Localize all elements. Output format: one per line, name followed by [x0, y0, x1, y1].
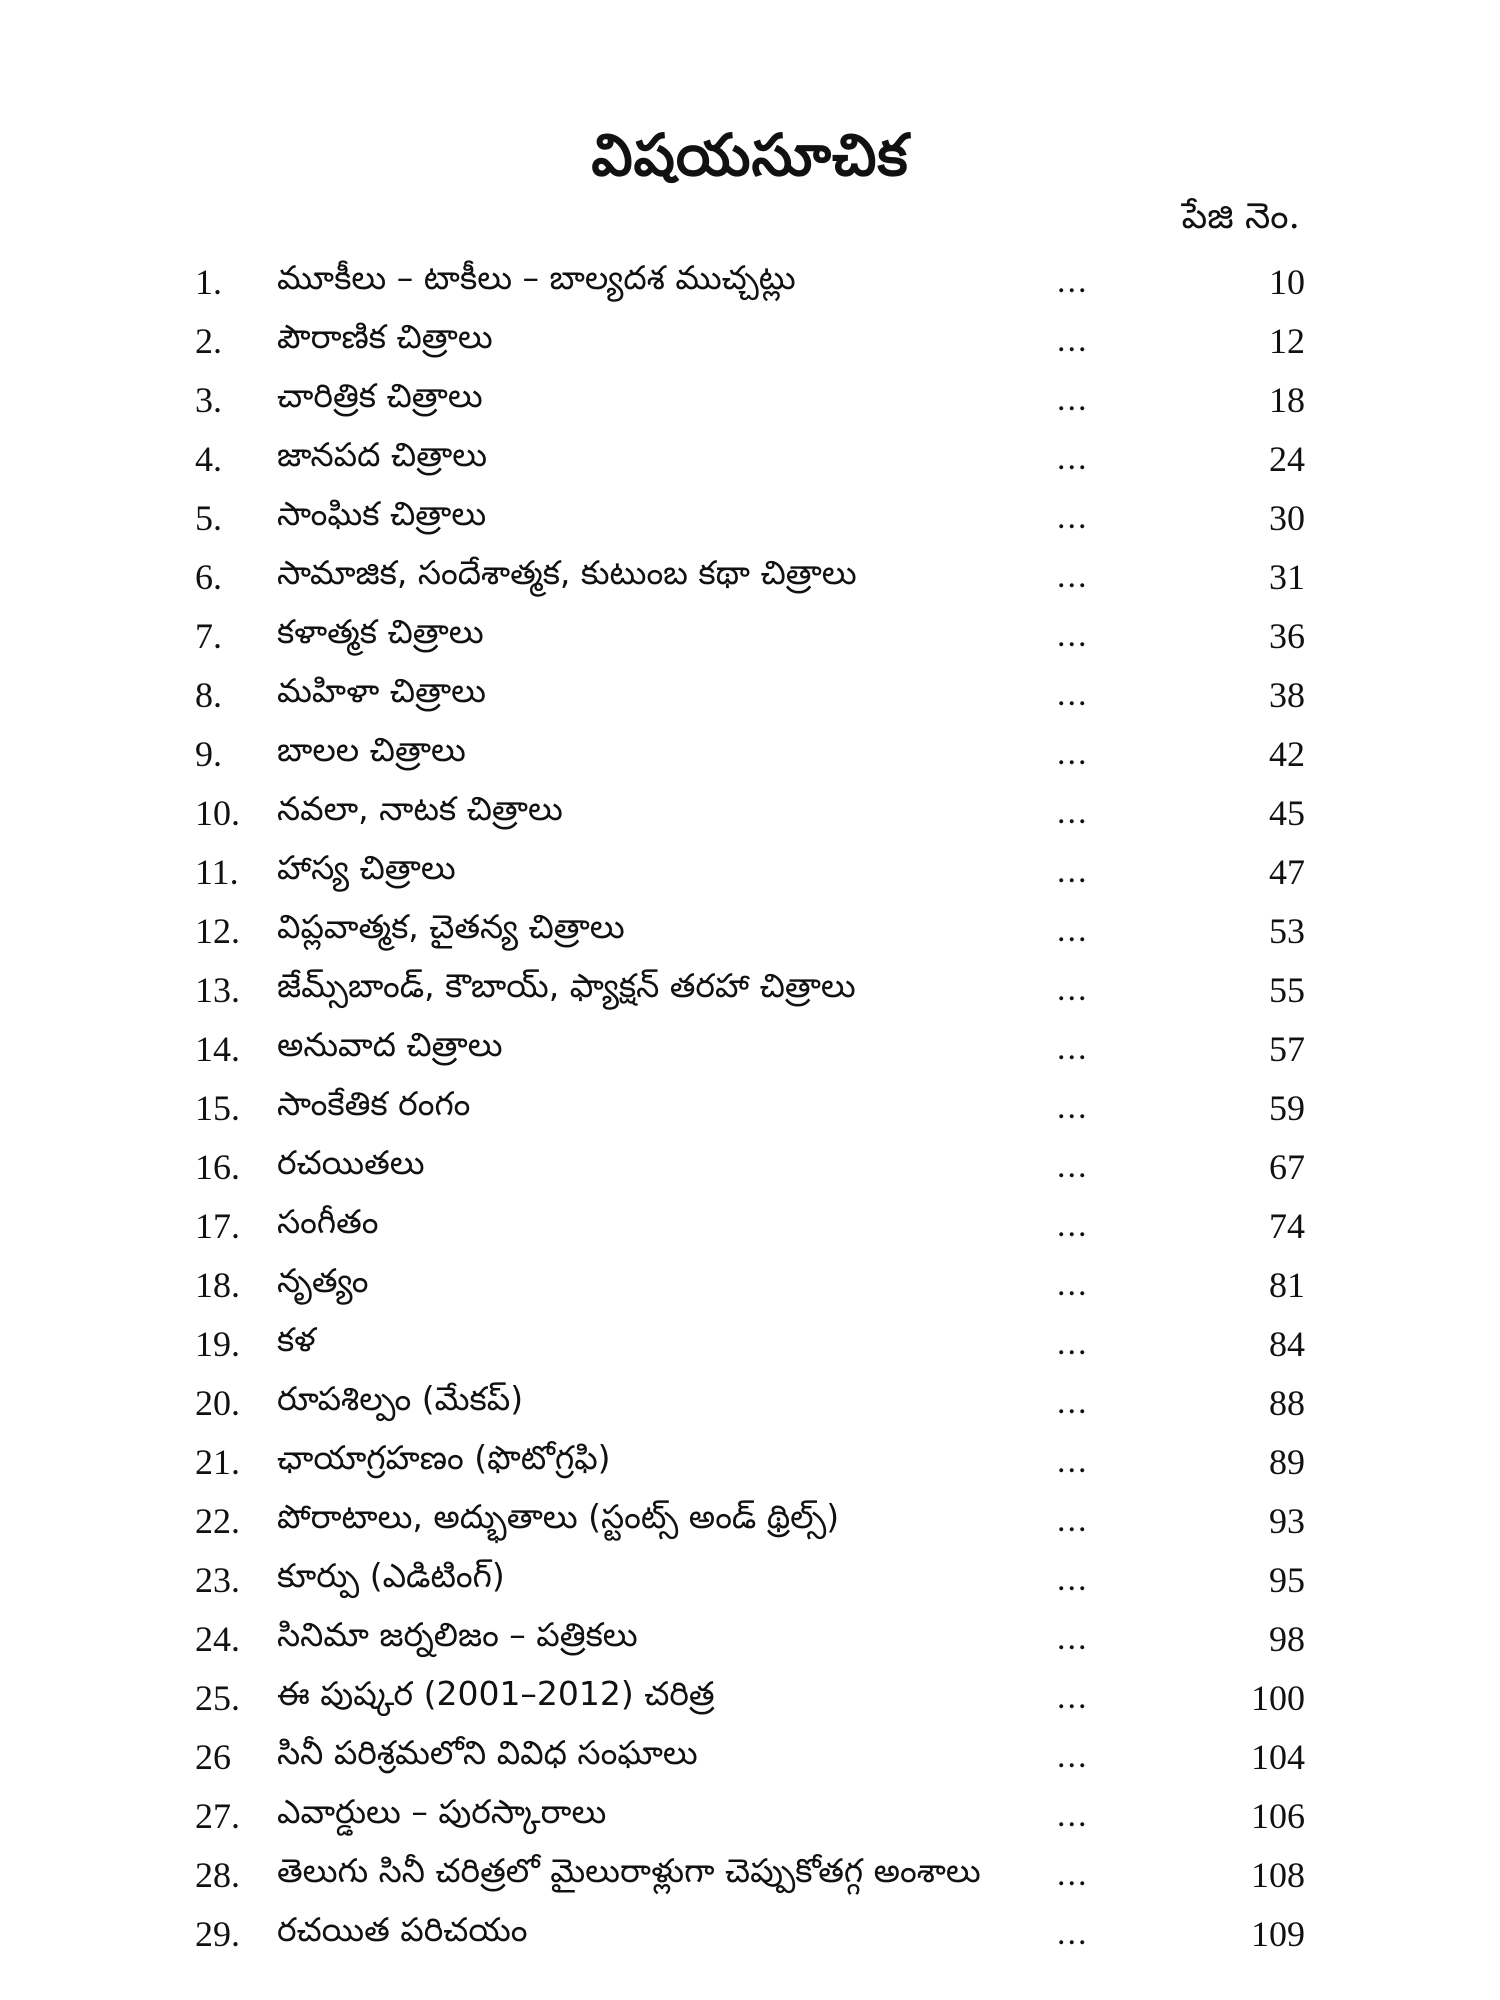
toc-entry-number: 23. — [195, 1559, 240, 1600]
toc-entry — [195, 724, 1305, 783]
toc-entry-title: రూపశిల్పం (మేకప్) — [277, 1379, 524, 1418]
toc-entry-title: రచయితలు — [277, 1143, 425, 1182]
toc-entry-page-number: 100 — [1251, 1677, 1305, 1718]
toc-entry-number: 5. — [195, 497, 222, 538]
toc-entry-number: 1. — [195, 261, 222, 302]
toc-entry-number: 13. — [195, 969, 240, 1010]
toc-entry-page-number: 104 — [1251, 1736, 1305, 1777]
table-of-contents — [195, 252, 1305, 1963]
toc-entry-leader-dots: ... — [1057, 1147, 1089, 1185]
toc-entry-page-number: 106 — [1251, 1795, 1305, 1836]
toc-entry-page-number: 81 — [1269, 1264, 1305, 1305]
toc-entry-page-number: 55 — [1269, 969, 1305, 1010]
toc-entry-page-number: 95 — [1269, 1559, 1305, 1600]
toc-entry — [195, 252, 1305, 311]
toc-entry-title: రచయిత పరిచయం — [277, 1910, 528, 1949]
toc-entry-number: 18. — [195, 1264, 240, 1305]
toc-entry-number: 11. — [195, 851, 239, 892]
toc-entry-leader-dots: ... — [1057, 1088, 1089, 1126]
toc-entry-page-number: 30 — [1269, 497, 1305, 538]
toc-entry — [195, 1609, 1305, 1668]
toc-entry-number: 22. — [195, 1500, 240, 1541]
toc-entry-page-number: 45 — [1269, 792, 1305, 833]
toc-entry — [195, 842, 1305, 901]
toc-entry — [195, 960, 1305, 1019]
toc-entry-number: 17. — [195, 1205, 240, 1246]
toc-entry — [195, 1550, 1305, 1609]
toc-entry-leader-dots: ... — [1057, 1383, 1089, 1421]
toc-entry-number: 25. — [195, 1677, 240, 1718]
toc-entry-leader-dots: ... — [1057, 852, 1089, 890]
toc-entry-number: 26 — [195, 1736, 231, 1777]
toc-entry-leader-dots: ... — [1057, 1796, 1089, 1834]
toc-entry-title: పౌరాణిక చిత్రాలు — [277, 317, 493, 356]
toc-entry-leader-dots: ... — [1057, 1442, 1089, 1480]
toc-entry-leader-dots: ... — [1057, 1029, 1089, 1067]
toc-entry-number: 27. — [195, 1795, 240, 1836]
toc-entry-title: కూర్పు (ఎడిటింగ్) — [277, 1556, 505, 1595]
toc-entry — [195, 1078, 1305, 1137]
toc-entry — [195, 1196, 1305, 1255]
toc-entry-number: 4. — [195, 438, 222, 479]
toc-entry-page-number: 36 — [1269, 615, 1305, 656]
toc-entry-title: ఛాయాగ్రహణం (ఫొటోగ్రఫి) — [277, 1438, 611, 1477]
toc-entry-page-number: 53 — [1269, 910, 1305, 951]
toc-entry-page-number: 12 — [1269, 320, 1305, 361]
toc-entry-leader-dots: ... — [1057, 616, 1089, 654]
toc-entry-title: చారిత్రిక చిత్రాలు — [277, 376, 483, 415]
toc-entry-title: కళ — [277, 1320, 316, 1359]
toc-entry-title: సినిమా జర్నలిజం – పత్రికలు — [277, 1615, 638, 1654]
toc-entry — [195, 665, 1305, 724]
toc-entry-page-number: 47 — [1269, 851, 1305, 892]
toc-entry-number: 6. — [195, 556, 222, 597]
toc-entry-title: హాస్య చిత్రాలు — [277, 848, 456, 887]
toc-entry-title: మహిళా చిత్రాలు — [277, 671, 486, 710]
toc-entry-title: నృత్యం — [277, 1261, 369, 1300]
toc-entry — [195, 783, 1305, 842]
toc-entry-title: కళాత్మక చిత్రాలు — [277, 612, 484, 651]
toc-entry-leader-dots: ... — [1057, 675, 1089, 713]
toc-entry-page-number: 98 — [1269, 1618, 1305, 1659]
toc-entry-number: 21. — [195, 1441, 240, 1482]
toc-entry-page-number: 74 — [1269, 1205, 1305, 1246]
toc-entry-title: తెలుగు సినీ చరిత్రలో మైలురాళ్లుగా చెప్పుకోతగ్గ అంశాలు — [277, 1851, 981, 1890]
page-number-column-header: పేజి నెం. — [1181, 196, 1300, 237]
toc-entry-leader-dots: ... — [1057, 1265, 1089, 1303]
toc-entry — [195, 1314, 1305, 1373]
toc-entry-title: విప్లవాత్మక, చైతన్య చిత్రాలు — [277, 907, 625, 946]
toc-entry-number: 12. — [195, 910, 240, 951]
toc-entry-leader-dots: ... — [1057, 321, 1089, 359]
toc-entry — [195, 901, 1305, 960]
toc-entry-number: 19. — [195, 1323, 240, 1364]
toc-entry-title: అనువాద చిత్రాలు — [277, 1025, 503, 1064]
toc-entry-page-number: 88 — [1269, 1382, 1305, 1423]
toc-entry-number: 24. — [195, 1618, 240, 1659]
toc-entry — [195, 1727, 1305, 1786]
toc-entry-leader-dots: ... — [1057, 1737, 1089, 1775]
toc-entry-number: 16. — [195, 1146, 240, 1187]
toc-entry-title: సామాజిక, సందేశాత్మక, కుటుంబ కథా చిత్రాలు — [277, 553, 857, 592]
toc-entry-number: 9. — [195, 733, 222, 774]
toc-entry — [195, 429, 1305, 488]
toc-entry-page-number: 57 — [1269, 1028, 1305, 1069]
toc-entry-leader-dots: ... — [1057, 380, 1089, 418]
toc-entry — [195, 1432, 1305, 1491]
toc-entry-leader-dots: ... — [1057, 262, 1089, 300]
toc-entry-page-number: 109 — [1251, 1913, 1305, 1954]
toc-entry-page-number: 24 — [1269, 438, 1305, 479]
toc-entry-number: 28. — [195, 1854, 240, 1895]
toc-entry-title: ఎవార్డులు – పురస్కారాలు — [277, 1792, 607, 1831]
toc-entry — [195, 1019, 1305, 1078]
toc-entry-page-number: 67 — [1269, 1146, 1305, 1187]
toc-entry — [195, 1137, 1305, 1196]
toc-entry-leader-dots: ... — [1057, 498, 1089, 536]
toc-entry-leader-dots: ... — [1057, 1678, 1089, 1716]
toc-entry-page-number: 59 — [1269, 1087, 1305, 1128]
toc-entry — [195, 547, 1305, 606]
toc-entry-title: బాలల చిత్రాలు — [277, 730, 466, 769]
toc-entry-leader-dots: ... — [1057, 1560, 1089, 1598]
toc-entry-number: 7. — [195, 615, 222, 656]
toc-entry-title: సాంఘిక చిత్రాలు — [277, 494, 487, 533]
toc-entry-leader-dots: ... — [1057, 1619, 1089, 1657]
toc-entry-number: 2. — [195, 320, 222, 361]
toc-entry-title: మూకీలు – టాకీలు – బాల్యదశ ముచ్చట్లు — [277, 258, 796, 297]
toc-entry-leader-dots: ... — [1057, 970, 1089, 1008]
toc-entry — [195, 606, 1305, 665]
toc-entry-page-number: 31 — [1269, 556, 1305, 597]
toc-entry-page-number: 42 — [1269, 733, 1305, 774]
toc-entry-leader-dots: ... — [1057, 1855, 1089, 1893]
toc-entry-number: 8. — [195, 674, 222, 715]
toc-entry-page-number: 38 — [1269, 674, 1305, 715]
toc-entry-title: సంగీతం — [277, 1202, 379, 1241]
toc-entry-page-number: 108 — [1251, 1854, 1305, 1895]
toc-entry-leader-dots: ... — [1057, 439, 1089, 477]
toc-entry-title: పోరాటాలు, అద్భుతాలు (స్టంట్స్ అండ్ థ్రిల్స్) — [277, 1497, 840, 1536]
toc-entry — [195, 1491, 1305, 1550]
toc-entry-page-number: 84 — [1269, 1323, 1305, 1364]
toc-entry — [195, 1786, 1305, 1845]
toc-entry-number: 20. — [195, 1382, 240, 1423]
toc-entry — [195, 1373, 1305, 1432]
toc-entry-leader-dots: ... — [1057, 793, 1089, 831]
toc-entry — [195, 1668, 1305, 1727]
toc-entry — [195, 1255, 1305, 1314]
toc-entry-page-number: 93 — [1269, 1500, 1305, 1541]
page-title: విషయసూచిక — [591, 121, 909, 189]
toc-entry-number: 14. — [195, 1028, 240, 1069]
toc-entry-title: జేమ్స్‌బాండ్, కౌబాయ్, ఫ్యాక్షన్ తరహా చిత్రాలు — [277, 966, 856, 1005]
toc-entry-number: 10. — [195, 792, 240, 833]
toc-entry-page-number: 18 — [1269, 379, 1305, 420]
toc-entry — [195, 370, 1305, 429]
toc-entry-leader-dots: ... — [1057, 911, 1089, 949]
toc-entry-title: సాంకేతిక రంగం — [277, 1084, 471, 1123]
toc-entry-leader-dots: ... — [1057, 734, 1089, 772]
toc-entry-leader-dots: ... — [1057, 1324, 1089, 1362]
toc-entry — [195, 1845, 1305, 1904]
toc-entry-title: నవలా, నాటక చిత్రాలు — [277, 789, 563, 828]
toc-entry-leader-dots: ... — [1057, 1206, 1089, 1244]
toc-entry-number: 29. — [195, 1913, 240, 1954]
toc-entry-page-number: 10 — [1269, 261, 1305, 302]
toc-entry-page-number: 89 — [1269, 1441, 1305, 1482]
toc-entry-title: జానపద చిత్రాలు — [277, 435, 488, 474]
toc-entry-leader-dots: ... — [1057, 1501, 1089, 1539]
toc-entry-title: ఈ పుష్కర (2001–2012) చరిత్ర — [277, 1674, 715, 1713]
toc-entry-leader-dots: ... — [1057, 1914, 1089, 1952]
toc-entry-leader-dots: ... — [1057, 557, 1089, 595]
toc-entry-number: 3. — [195, 379, 222, 420]
toc-entry — [195, 488, 1305, 547]
toc-entry — [195, 1904, 1305, 1963]
toc-entry — [195, 311, 1305, 370]
toc-entry-number: 15. — [195, 1087, 240, 1128]
toc-entry-title: సినీ పరిశ్రమలోని వివిధ సంఘాలు — [277, 1733, 698, 1772]
